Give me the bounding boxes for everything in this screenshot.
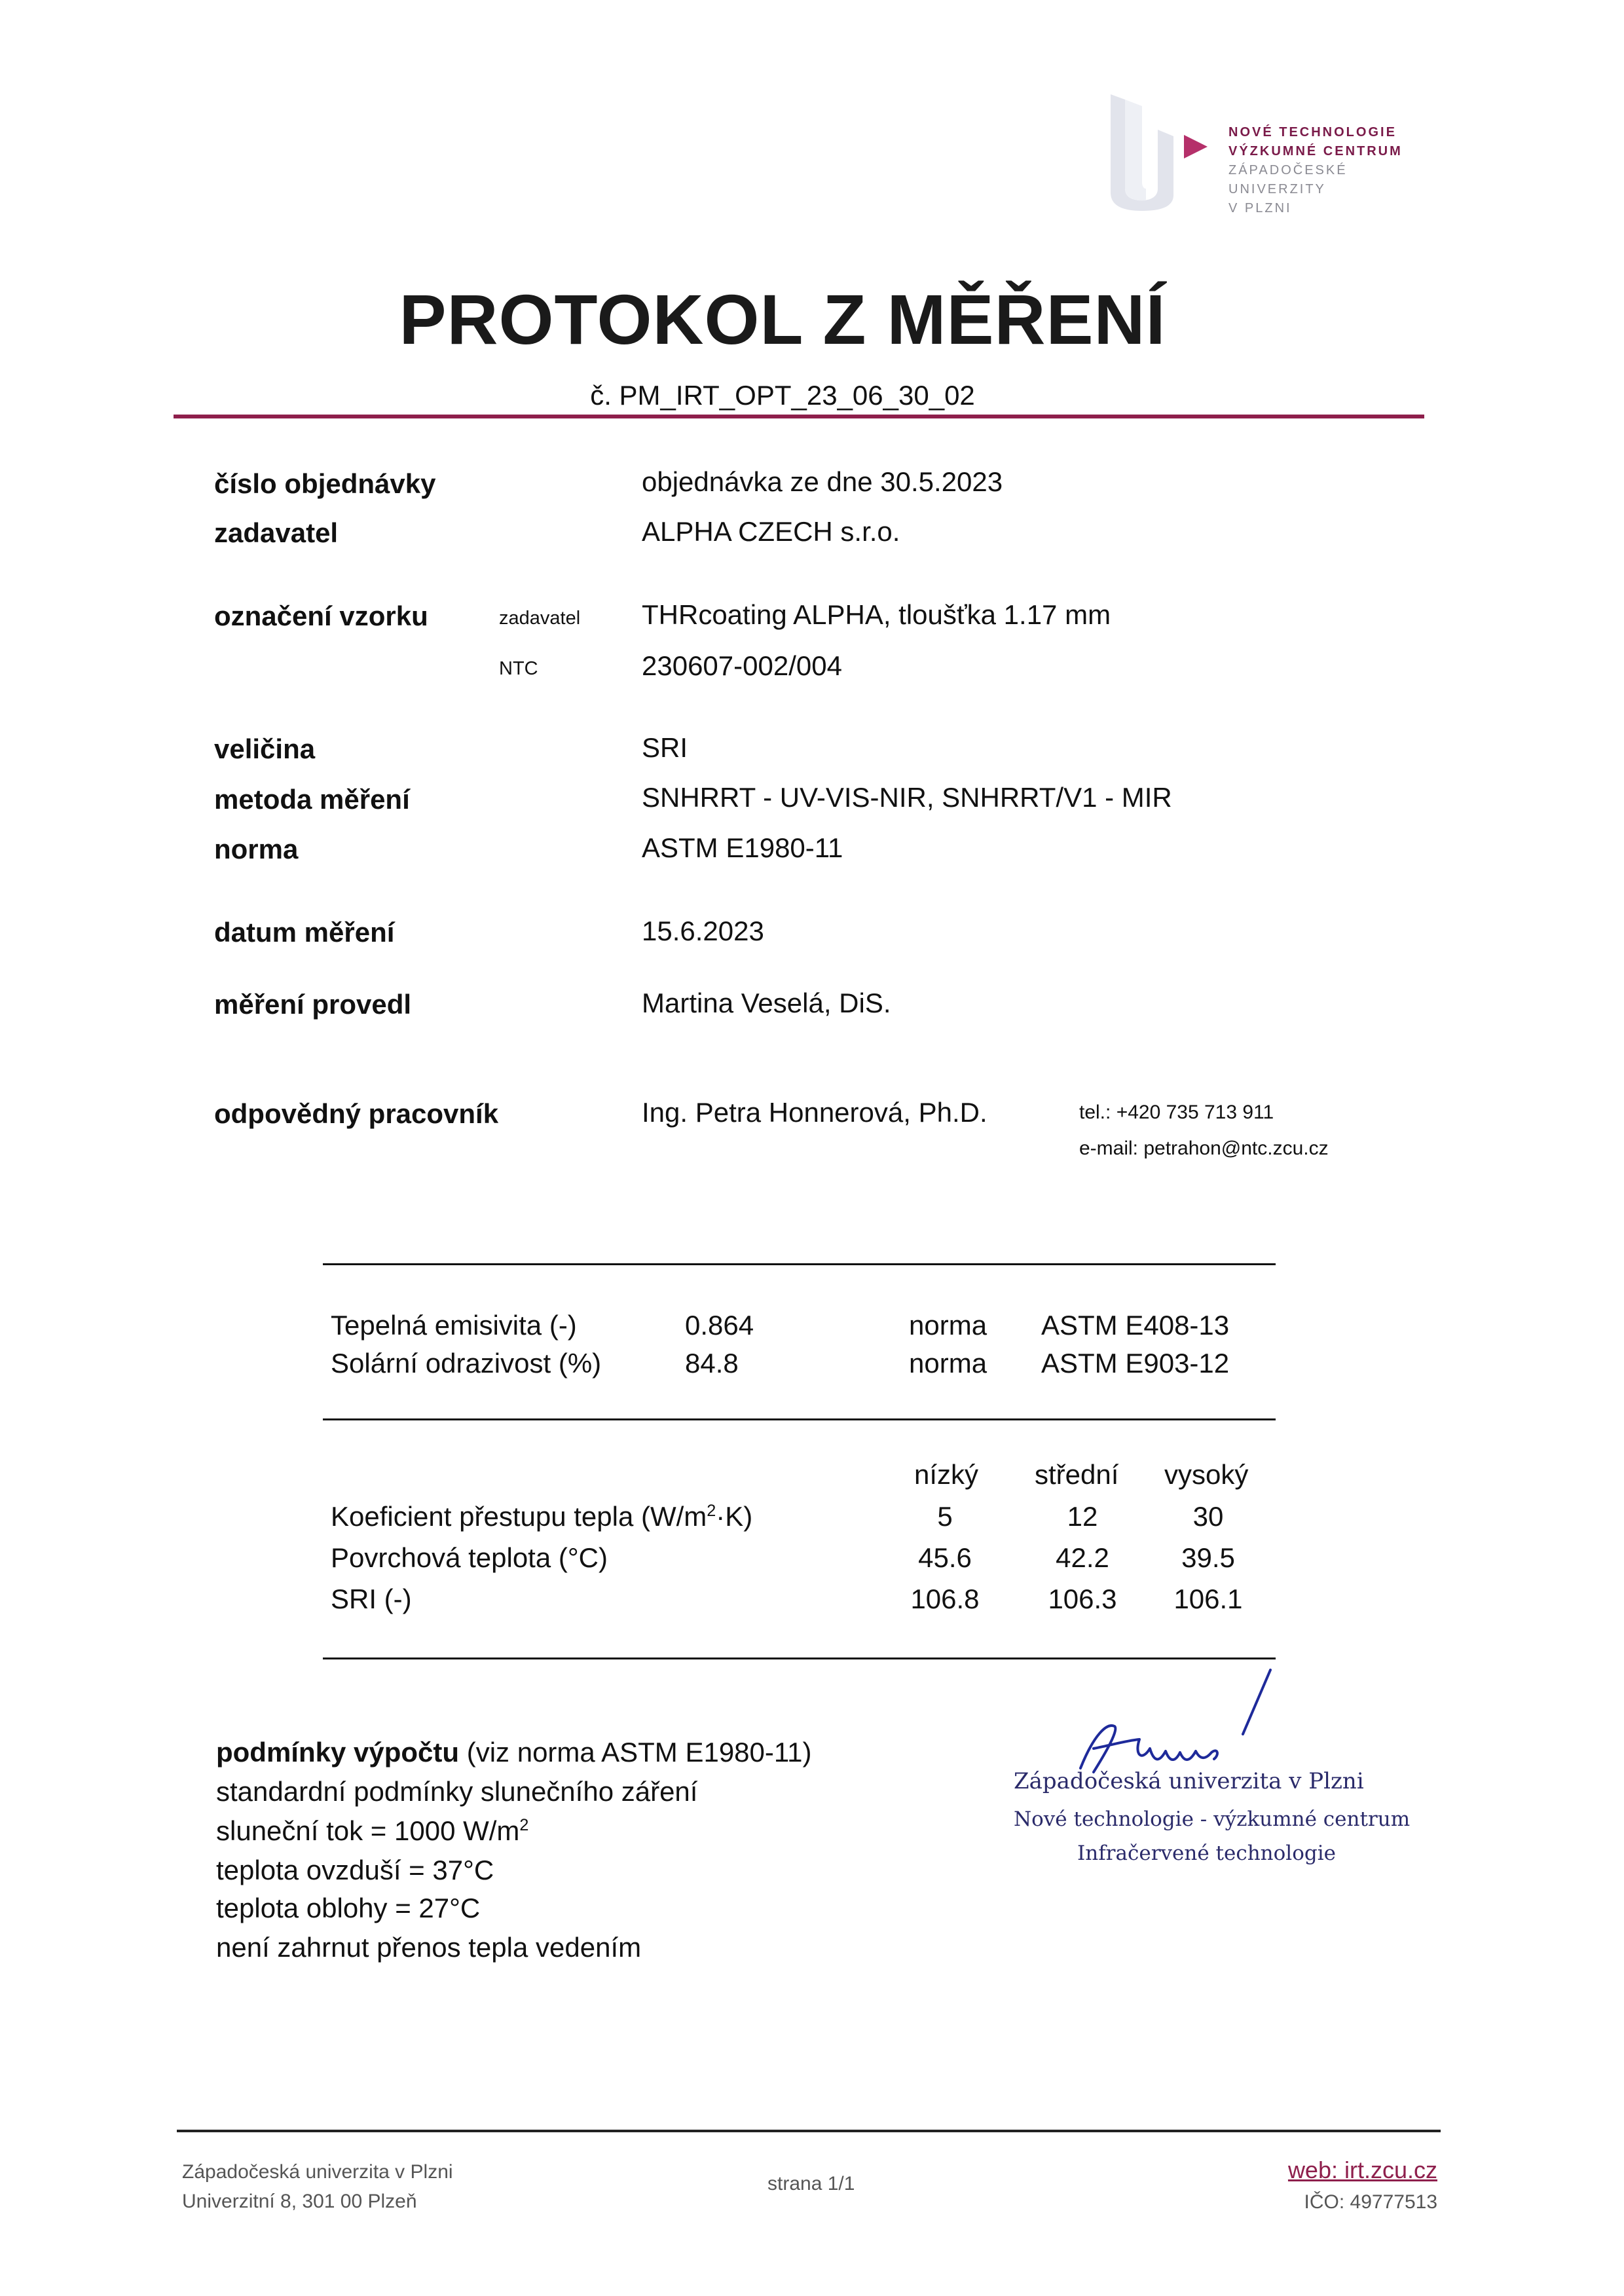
row-label: Povrchová teplota (°C) <box>331 1542 608 1573</box>
row-label: Koeficient přestupu tepla $(W/m^2\cdot K)$ <box>331 1501 753 1532</box>
logo-line: VÝZKUMNÉ CENTRUM <box>1228 144 1403 158</box>
logo-text <box>1228 123 1403 218</box>
logo-line: UNIVERZITY <box>1228 182 1326 196</box>
sample-ntc-sub: NTC <box>499 658 538 679</box>
method-value: SNHRRT - UV-VIS-NIR, SNHRRT/V1 - MIR <box>642 782 1172 813</box>
ntc-logo-icon <box>1105 90 1177 212</box>
norm-label: norma <box>909 1310 987 1341</box>
sample-label: označení vzorku <box>214 601 428 631</box>
date-label: datum měření <box>214 917 395 948</box>
footer-divider <box>177 2130 1441 2132</box>
footer-org: Západočeská univerzita v Plzni <box>182 2161 453 2183</box>
quantity-label: veličina <box>214 733 316 764</box>
cell-value: 106.1 <box>1173 1583 1243 1614</box>
cell-value: 12 <box>1067 1501 1098 1532</box>
logo-line: V PLZNI <box>1228 201 1292 215</box>
stamp-line: Nové technologie - výzkumné centrum <box>1014 1807 1411 1831</box>
tel: tel.: +420 735 713 911 <box>1079 1102 1274 1123</box>
stamp-line: Infračervené technologie <box>1077 1842 1336 1865</box>
cell-value: 5 <box>937 1501 953 1532</box>
condition-line: sluneční tok = 1000 $W/m^2$ <box>216 1815 529 1846</box>
column-header: střední <box>1035 1459 1119 1490</box>
row-value: 0.864 <box>685 1310 754 1341</box>
client-label: zadavatel <box>214 517 339 548</box>
column-header: vysoký <box>1164 1459 1249 1490</box>
logo-line: NOVÉ TECHNOLOGIE <box>1228 125 1397 139</box>
sample-ntc-value: 230607-002/004 <box>642 650 842 681</box>
table-divider <box>323 1657 1276 1659</box>
protocol-number: č. PM_IRT_OPT_23_06_30_02 <box>590 380 975 411</box>
table-divider <box>323 1263 1276 1265</box>
logo-arrow-icon <box>1184 135 1208 158</box>
email: e-mail: petrahon@ntc.zcu.cz <box>1079 1138 1329 1159</box>
responsible-value: Ing. Petra Honnerová, Ph.D. <box>642 1097 987 1128</box>
sample-client-value: THRcoating ALPHA, tloušťka 1.17 mm <box>642 599 1111 630</box>
row-value: 84.8 <box>685 1348 739 1379</box>
row-label: Tepelná emisivita (-) <box>331 1310 577 1341</box>
footer-address: Univerzitní 8, 301 00 Plzeň <box>182 2191 417 2212</box>
order-label: číslo objednávky <box>214 468 436 499</box>
cell-value: 42.2 <box>1056 1542 1109 1573</box>
page-number: strana 1/1 <box>767 2173 855 2194</box>
responsible-label: odpovědný pracovník <box>214 1098 499 1129</box>
footer-web-link[interactable]: web: irt.zcu.cz <box>1287 2157 1437 2183</box>
quantity-value: SRI <box>642 732 688 763</box>
title-divider <box>174 415 1424 418</box>
cell-value: 45.6 <box>918 1542 972 1573</box>
logo-line: ZÁPADOČESKÉ <box>1228 163 1348 177</box>
stamp-line: Západočeská univerzita v Plzni <box>1014 1768 1364 1794</box>
norm-value: ASTM E408-13 <box>1041 1310 1230 1341</box>
cell-value: 39.5 <box>1181 1542 1235 1573</box>
conditions-heading: podmínky výpočtu (viz norma ASTM E1980-11) <box>216 1737 812 1768</box>
row-label: SRI (-) <box>331 1583 412 1614</box>
condition-line: není zahrnut přenos tepla vedením <box>216 1932 642 1963</box>
norm-value: ASTM E903-12 <box>1041 1348 1230 1379</box>
condition-line: teplota ovzduší = 37°C <box>216 1855 494 1885</box>
performed-label: měření provedl <box>214 989 412 1020</box>
sample-client-sub: zadavatel <box>499 608 581 629</box>
client-value: ALPHA CZECH s.r.o. <box>642 516 900 547</box>
column-header: nízký <box>914 1459 979 1490</box>
condition-line: standardní podmínky slunečního záření <box>216 1776 698 1807</box>
norm-label: norma <box>909 1348 987 1379</box>
page-title: PROTOKOL Z MĚŘENÍ <box>399 280 1166 359</box>
method-label: metoda měření <box>214 784 410 815</box>
performed-value: Martina Veselá, DiS. <box>642 988 891 1018</box>
cell-value: 30 <box>1192 1501 1224 1532</box>
footer-ico: IČO: 49777513 <box>1304 2191 1437 2213</box>
row-label: Solární odrazivost (%) <box>331 1348 602 1379</box>
table-divider <box>323 1418 1276 1420</box>
standard-label: norma <box>214 834 299 864</box>
date-value: 15.6.2023 <box>642 916 764 946</box>
cell-value: 106.3 <box>1048 1583 1117 1614</box>
standard-value: ASTM E1980-11 <box>642 832 843 863</box>
condition-line: teplota oblohy = 27°C <box>216 1893 481 1923</box>
cell-value: 106.8 <box>910 1583 980 1614</box>
order-value: objednávka ze dne 30.5.2023 <box>642 466 1003 497</box>
